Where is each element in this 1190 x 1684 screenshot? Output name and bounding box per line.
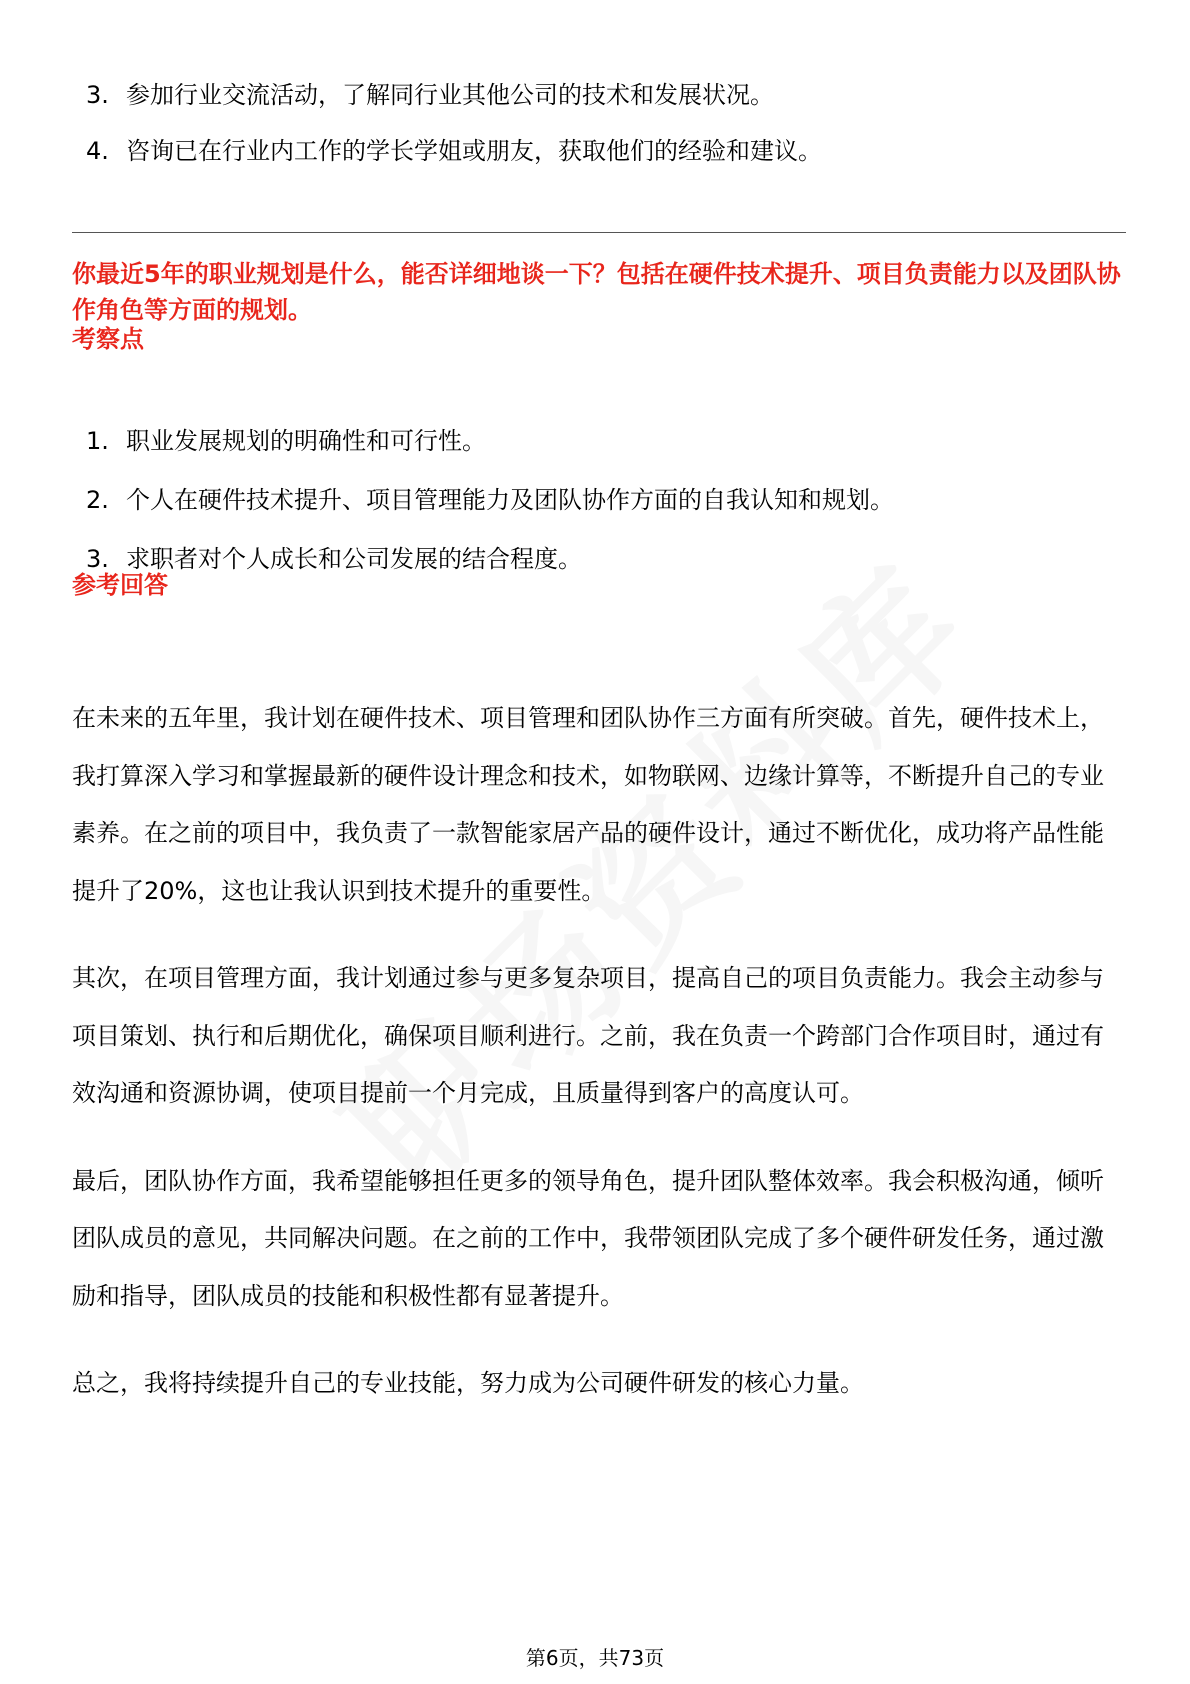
list-number: 1. [86, 427, 109, 455]
question-title: 你最近5年的职业规划是什么，能否详细地谈一下？包括在硬件技术提升、项目负责能力以及团队协作角色等方面的规划。 [72, 260, 1121, 324]
answer-paragraph: 在未来的五年里，我计划在硬件技术、项目管理和团队协作三方面有所突破。首先，硬件技术上，我打算深入学习和掌握最新的硬件设计理念和技术，如物联网、边缘计算等，不断提升自己的专业素养。在之前的项目中，我负责了一款智能家居产品的硬件设计，通过不断优化，成功将产品性能提升了20%，这也让我认识到技术提升的重要性。 [72, 704, 1104, 905]
reference-answer [72, 690, 1126, 1443]
examination-heading: 考察点 [72, 325, 144, 353]
list-text: 个人在硬件技术提升、项目管理能力及团队协作方面的自我认知和规划。 [126, 486, 894, 514]
list-text: 咨询已在行业内工作的学长学姐或朋友，获取他们的经验和建议。 [126, 137, 822, 165]
list-item [72, 542, 1126, 576]
section-divider [72, 232, 1126, 233]
reference-heading: 参考回答 [72, 571, 168, 599]
list-item [72, 424, 1126, 458]
answer-paragraph: 其次，在项目管理方面，我计划通过参与更多复杂项目，提高自己的项目负责能力。我会主动参与项目策划、执行和后期优化，确保项目顺利进行。之前，我在负责一个跨部门合作项目时，通过有效沟通和资源协调，使项目提前一个月完成，且质量得到客户的高度认可。 [72, 964, 1104, 1107]
list-text: 求职者对个人成长和公司发展的结合程度。 [126, 545, 582, 573]
list-item [72, 78, 1126, 112]
list-item [72, 134, 1126, 168]
list-number: 3. [86, 81, 109, 109]
list-number: 4. [86, 137, 109, 165]
answer-paragraph: 最后，团队协作方面，我希望能够担任更多的领导角色，提升团队整体效率。我会积极沟通，倾听团队成员的意见，共同解决问题。在之前的工作中，我带领团队完成了多个硬件研发任务，通过激励和指导，团队成员的技能和积极性都有显著提升。 [72, 1166, 1104, 1310]
continued-list [72, 78, 1126, 190]
examination-points [72, 424, 1126, 601]
list-item [72, 483, 1126, 517]
list-number: 3. [86, 545, 109, 573]
page-number: 第6页，共73页 [525, 1646, 665, 1670]
list-text: 参加行业交流活动，了解同行业其他公司的技术和发展状况。 [126, 81, 774, 109]
list-text: 职业发展规划的明确性和可行性。 [126, 427, 486, 455]
answer-paragraph: 总之，我将持续提升自己的专业技能，努力成为公司硬件研发的核心力量。 [72, 1369, 864, 1397]
list-number: 2. [86, 486, 109, 514]
